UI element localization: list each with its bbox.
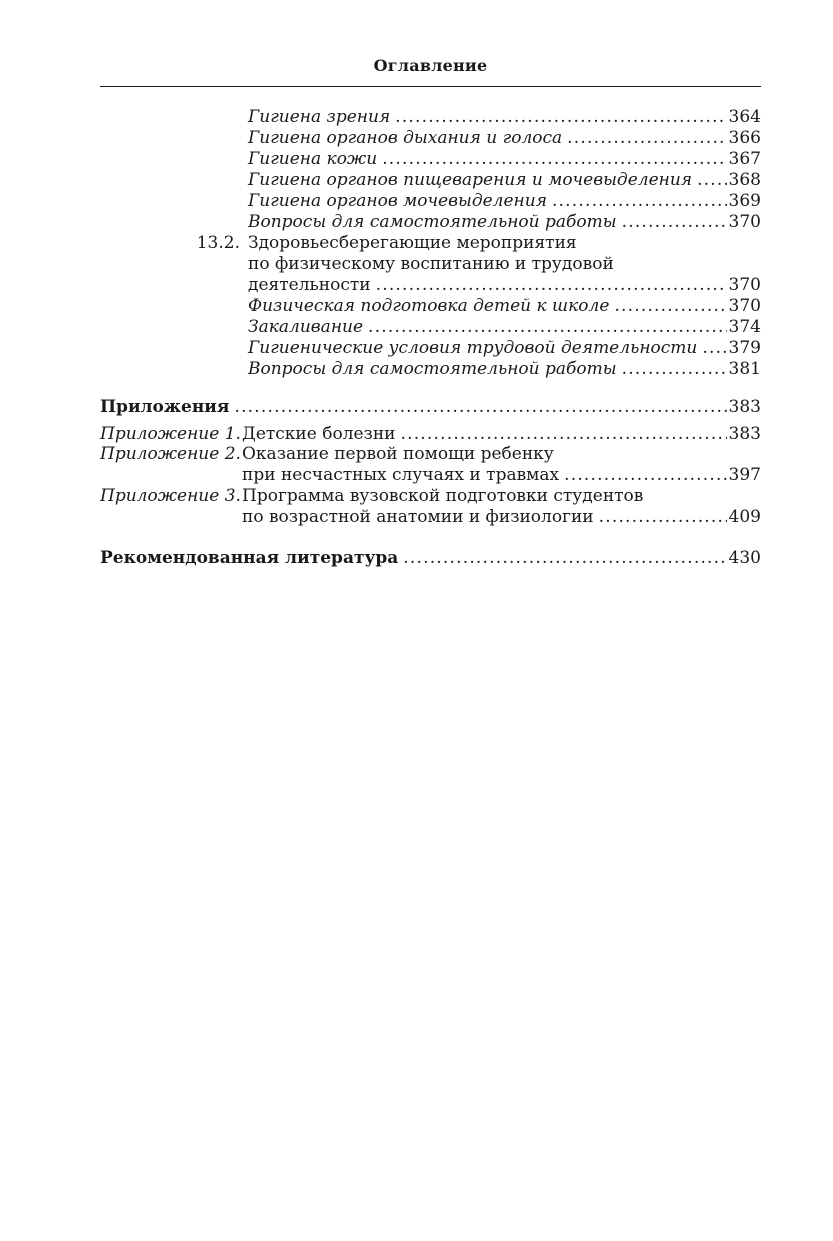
toc-entry-appendix-2[interactable] xyxy=(242,465,761,486)
toc-entry-title: при несчастных случаях и травмах xyxy=(242,465,560,485)
toc-page-number: 370 xyxy=(728,275,761,295)
toc-entry-hygiene-urinary[interactable] xyxy=(248,191,761,212)
toc-entry-title: Вопросы для самостоятельной работы xyxy=(248,212,617,232)
toc-page-number: 370 xyxy=(728,296,761,316)
toc-page-number: 369 xyxy=(728,191,761,211)
toc-page-number: 430 xyxy=(728,548,761,568)
toc-entry-appendix-3[interactable] xyxy=(242,507,761,528)
toc-entry-appendix-1[interactable] xyxy=(242,424,761,445)
toc-entry-title: Детские болезни xyxy=(242,424,396,444)
toc-page-number: 397 xyxy=(728,465,761,485)
toc-entry-title: Гигиена органов мочевыделения xyxy=(248,191,547,211)
toc-entry-hygiene-respiration[interactable] xyxy=(248,128,761,149)
leader-dots xyxy=(567,128,726,149)
toc-entry-questions-2[interactable] xyxy=(248,359,761,380)
toc-entry-title: Физическая подготовка детей к школе xyxy=(248,296,610,316)
leader-dots xyxy=(382,149,726,170)
appendix-label: Приложение 1. xyxy=(100,424,241,444)
appendix-title-line[interactable]: Оказание первой помощи ребенку xyxy=(242,444,554,464)
toc-entry-title: Гигиена кожи xyxy=(248,149,378,169)
toc-page-number: 409 xyxy=(728,507,761,527)
toc-entry-title: Рекомендованная литература xyxy=(100,548,399,568)
leader-dots xyxy=(614,296,726,317)
leader-dots xyxy=(622,212,727,233)
toc-page-number: 383 xyxy=(728,397,761,417)
toc-page-number: 366 xyxy=(728,128,761,148)
leader-dots xyxy=(599,507,727,528)
toc-entry-literature[interactable] xyxy=(100,548,761,569)
appendix-label: Приложение 2. xyxy=(100,444,241,464)
section-title-line[interactable]: Здоровьесберегающие мероприятия xyxy=(248,233,577,253)
toc-entry-title: по возрастной анатомии и физиологии xyxy=(242,507,594,527)
toc-page-number: 364 xyxy=(728,107,761,127)
toc-page-number: 383 xyxy=(728,424,761,444)
toc-page-number: 370 xyxy=(728,212,761,232)
appendix-title-line[interactable]: Программа вузовской подготовки студентов xyxy=(242,486,644,506)
leader-dots xyxy=(395,107,726,128)
toc-entry-title: Приложения xyxy=(100,397,230,417)
toc-entry-questions-1[interactable] xyxy=(248,212,761,233)
toc-entry-appendices[interactable] xyxy=(100,397,761,418)
leader-dots xyxy=(697,170,726,191)
page-header-title: Оглавление xyxy=(373,56,488,75)
toc-page-number: 379 xyxy=(728,338,761,358)
leader-dots xyxy=(622,359,727,380)
leader-dots xyxy=(702,338,726,359)
toc-entry-title: Гигиена органов пищеварения и мочевыделения xyxy=(248,170,693,190)
leader-dots xyxy=(564,465,726,486)
leader-dots xyxy=(403,548,726,569)
toc-entry-title: Вопросы для самостоятельной работы xyxy=(248,359,617,379)
toc-entry-title: Закаливание xyxy=(248,317,364,337)
toc-entry-title: Гигиена органов дыхания и голоса xyxy=(248,128,563,148)
leader-dots xyxy=(234,397,726,418)
toc-entry-hygiene-vision[interactable] xyxy=(248,107,761,128)
appendix-label: Приложение 3. xyxy=(100,486,241,506)
toc-entry-school-readiness[interactable] xyxy=(248,296,761,317)
toc-entry-hygiene-digestion[interactable] xyxy=(248,170,761,191)
toc-page-number: 367 xyxy=(728,149,761,169)
toc-page-number: 374 xyxy=(728,317,761,337)
leader-dots xyxy=(552,191,727,212)
toc-entry-section-13-2[interactable] xyxy=(248,275,761,296)
toc-entry-title: Гигиена зрения xyxy=(248,107,391,127)
toc-entry-title: деятельности xyxy=(248,275,371,295)
toc-page-number: 381 xyxy=(728,359,761,379)
header-rule xyxy=(100,86,761,87)
leader-dots xyxy=(401,424,727,445)
section-number: 13.2. xyxy=(196,233,240,253)
toc-page-number: 368 xyxy=(728,170,761,190)
toc-entry-work-conditions[interactable] xyxy=(248,338,761,359)
toc-entry-title: Гигиенические условия трудовой деятельности xyxy=(248,338,698,358)
toc-entry-hardening[interactable] xyxy=(248,317,761,338)
toc-entry-hygiene-skin[interactable] xyxy=(248,149,761,170)
leader-dots xyxy=(376,275,727,296)
section-title-line[interactable]: по физическому воспитанию и трудовой xyxy=(248,254,614,274)
leader-dots xyxy=(368,317,727,338)
